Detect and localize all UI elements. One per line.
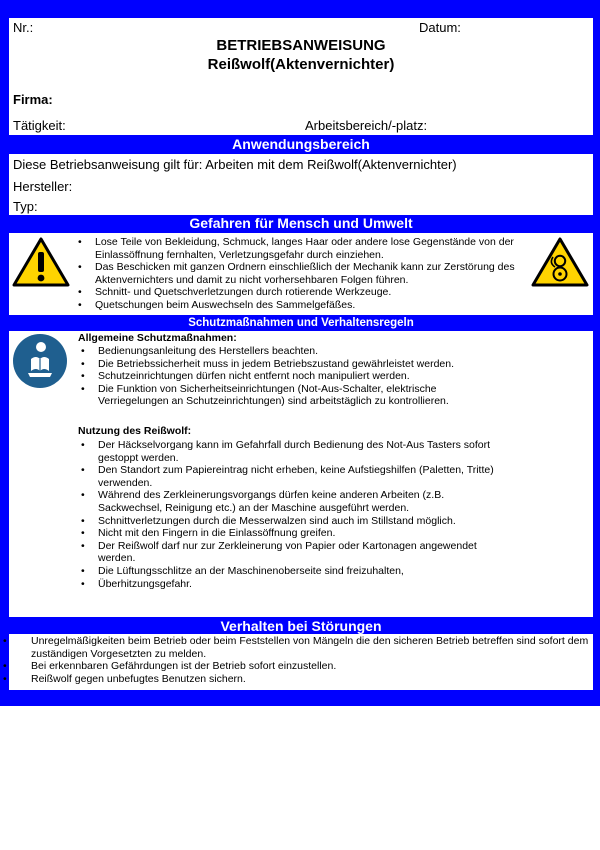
arbeitsbereich-label: Arbeitsbereich/-platz: (305, 118, 428, 133)
firma-label: Firma: (13, 92, 53, 107)
list-item: • Bedienungsanleitung des Herstellers beachten. (78, 345, 498, 358)
allgemein-list (78, 345, 498, 408)
list-item: • Der Häckselvorgang kann im Gefahrfall durch Bedienung des Not-Aus Tasters sofort gestoppt werden. (78, 439, 498, 464)
allgemein-title: Allgemeine Schutzmaßnahmen: (78, 332, 237, 344)
document-subtitle: Reißwolf(Aktenvernichter) (207, 56, 395, 73)
list-item: • Überhitzungsgefahr. (78, 578, 498, 591)
list-item: • Die Funktion von Sicherheitseinrichtungen (Not-Aus-Schalter, elektrische Verriegelungen an Schutzeinrichtungen) sind arbeitstäglich zu kontrollieren. (78, 383, 498, 408)
list-item: • Die Lüftungsschlitze an der Maschinenoberseite sind freizuhalten, (78, 565, 498, 578)
stoerungen-list (0, 635, 590, 685)
list-item: • Schutzeinrichtungen dürfen nicht entfernt noch manipuliert werden. (78, 370, 498, 383)
list-item: • Schnittverletzungen durch die Messerwalzen sind auch im Stillstand möglich. (78, 515, 498, 528)
warning-triangle-icon (12, 237, 70, 287)
section-heading-anwendungsbereich: Anwendungsbereich (232, 136, 370, 152)
list-item: • Das Beschicken mit ganzen Ordnern einschließlich der Mechanik kann zur Zerstörung des Aktenvernichters und damit zu nicht vorhersehbaren Folgen führen. (75, 261, 527, 286)
scope-text: Diese Betriebsanweisung gilt für: Arbeiten mit dem Reißwolf(Aktenvernichter) (13, 157, 457, 172)
read-manual-icon (12, 333, 68, 389)
stoerungen-panel (9, 634, 593, 690)
datum-label: Datum: (419, 20, 461, 35)
list-item: • Während des Zerkleinerungsvorgangs dürfen keine anderen Arbeiten (z.B. Sackwechsel, Reinigung etc.) an der Maschine ausgeführt werden. (78, 489, 498, 514)
list-item: • Den Standort zum Papiereintrag nicht erheben, keine Aufstiegshilfen (Paletten, Tritte) verwenden. (78, 464, 498, 489)
typ-label: Typ: (13, 199, 38, 214)
section-heading-stoerungen: Verhalten bei Störungen (220, 618, 382, 634)
schutz-panel (9, 331, 593, 617)
gefahren-panel (9, 233, 593, 315)
list-item: • Nicht mit den Fingern in die Einlassöffnung greifen. (78, 527, 498, 540)
gefahren-list (75, 236, 527, 312)
list-item: • Schnitt- und Quetschverletzungen durch rotierende Werkzeuge. (75, 286, 527, 299)
header-panel (9, 18, 593, 135)
list-item: • Reißwolf gegen unbefugtes Benutzen sichern. (0, 673, 590, 686)
section-heading-gefahren: Gefahren für Mensch und Umwelt (189, 215, 413, 231)
list-item: • Quetschungen beim Auswechseln des Sammelgefäßes. (75, 299, 527, 312)
nutzung-list (78, 439, 498, 590)
list-item: • Lose Teile von Bekleidung, Schmuck, langes Haar oder andere lose Gegenstände von der Einlassöffnung fernhalten, Verletzungsgefahr durch einziehen. (75, 236, 527, 261)
list-item: • Unregelmäßigkeiten beim Betrieb oder beim Feststellen von Mängeln die den sicheren Betrieb betreffen sind sofort dem zuständigen Vorgesetzten zu melden. (0, 635, 590, 660)
hersteller-label: Hersteller: (13, 179, 73, 194)
list-item: • Die Betriebssicherheit muss in jedem Betriebszustand gewährleistet werden. (78, 358, 498, 371)
anwendungsbereich-panel (9, 154, 593, 215)
list-item: • Der Reißwolf darf nur zur Zerkleinerung von Papier oder Kartonagen angewendet werden. (78, 540, 498, 565)
list-item: • Bei erkennbaren Gefährdungen ist der Betrieb sofort einzustellen. (0, 660, 590, 673)
entanglement-hazard-icon (531, 237, 589, 287)
section-heading-schutz: Schutzmaßnahmen und Verhaltensregeln (188, 317, 414, 329)
document-title: BETRIEBSANWEISUNG (216, 37, 386, 54)
taetigkeit-label: Tätigkeit: (13, 118, 66, 133)
nr-label: Nr.: (13, 20, 34, 35)
nutzung-title: Nutzung des Reißwolf: (78, 425, 192, 437)
